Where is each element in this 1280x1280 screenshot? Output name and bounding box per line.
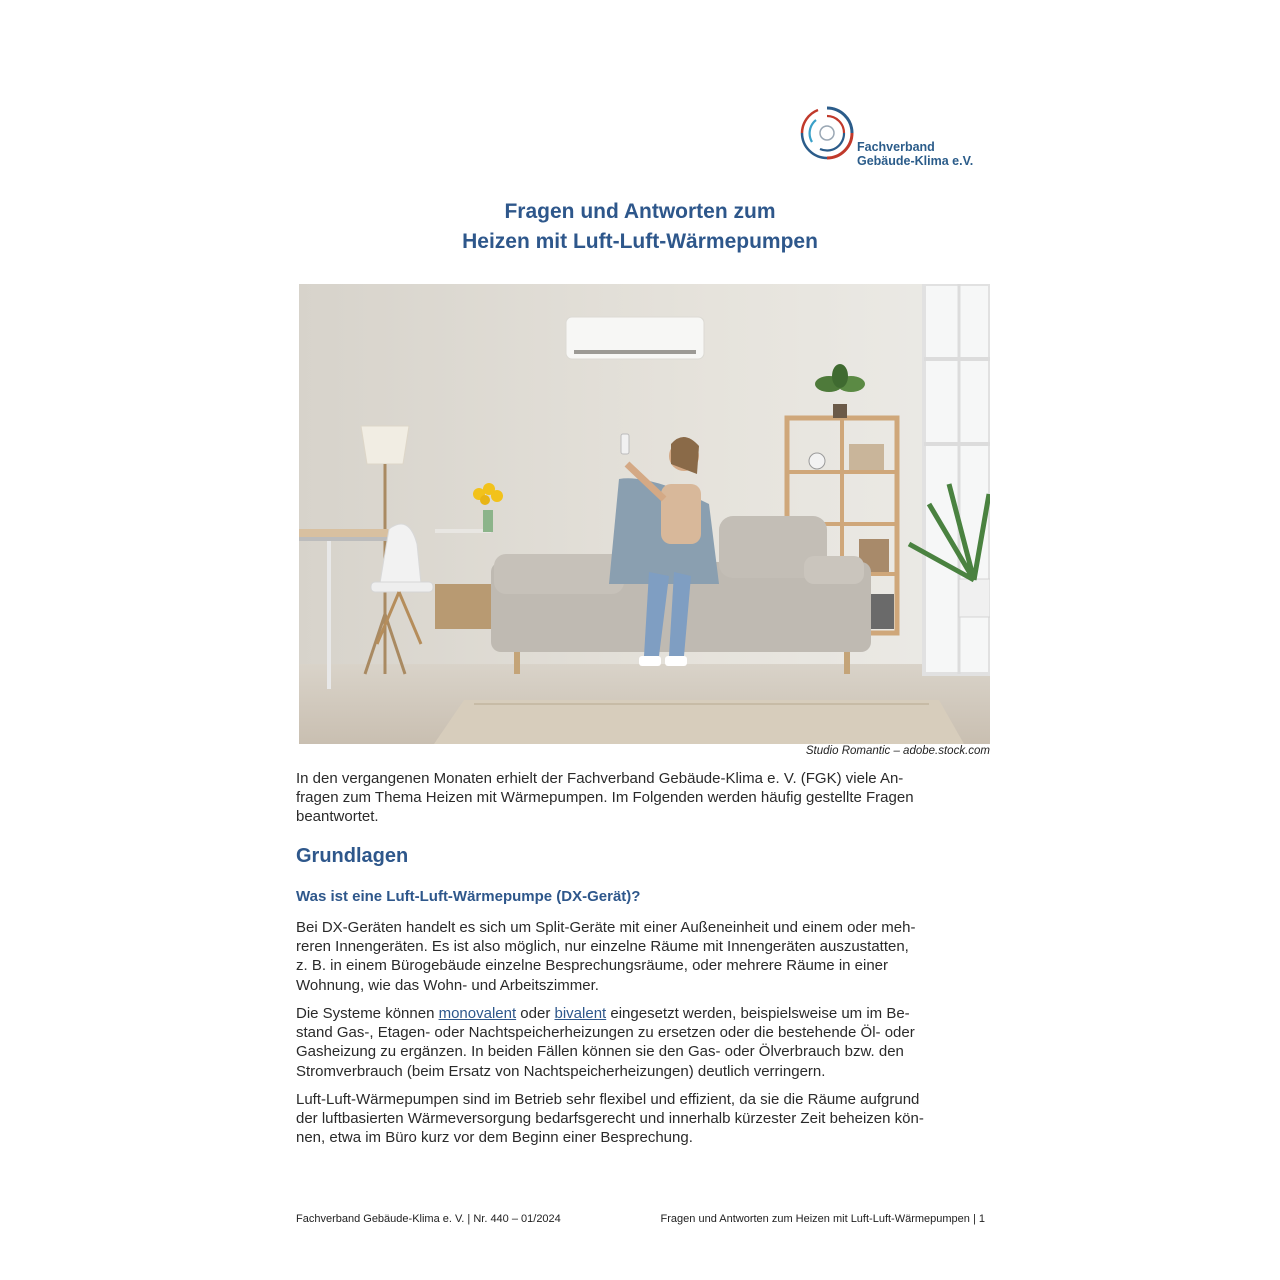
paragraph-efficiency — [296, 1090, 996, 1148]
bivalent-link[interactable]: bivalent — [554, 1005, 607, 1022]
paragraph-systems — [296, 1004, 996, 1081]
intro-line-3: beantwortet. — [296, 808, 379, 826]
section-heading: Grundlagen — [296, 845, 409, 867]
para2-line-2: stand Gas-, Etagen- oder Nachtspeicherheizungen zu ersetzen oder die bestehende Öl- oder — [296, 1024, 915, 1042]
intro-line-1: In den vergangenen Monaten erhielt der Fachverband Gebäude-Klima e. V. (FGK) viele An- — [296, 770, 904, 787]
para2-line-4: Stromverbrauch (beim Ersatz von Nachtspeicherheizungen) deutlich verringern. — [296, 1062, 826, 1080]
para3-line-2: der luftbasierten Wärmeversorgung bedarfsgerecht und innerhalb kürzester Zeit beheizen kön- — [296, 1110, 924, 1128]
photo-caption: Studio Romantic – adobe.stock.com — [805, 745, 990, 757]
para2-text-b: oder — [516, 1005, 555, 1022]
para3-line-3: nen, etwa im Büro kurz vor dem Beginn einer Besprechung. — [296, 1129, 693, 1147]
para3-line-1: Luft-Luft-Wärmepumpen sind im Betrieb sehr flexibel und effizient, da sie die Räume aufgrund — [296, 1091, 920, 1108]
para1-line-1: Bei DX-Geräten handelt es sich um Split-Geräte mit einer Außeneinheit und einem oder meh- — [296, 919, 916, 936]
title-line-1: Fragen und Antworten zum — [504, 200, 776, 223]
para2-text-c: eingesetzt werden, beispielsweise um im Be- — [606, 1005, 910, 1022]
logo-line-2: Gebäude-Klima e.V. — [857, 154, 974, 168]
para2-line-1 — [296, 1004, 996, 1023]
title-line-2: Heizen mit Luft-Luft-Wärmepumpen — [462, 230, 818, 253]
footer-page-title: Fragen und Antworten zum Heizen mit Luft-Luft-Wärmepumpen | 1 — [660, 1213, 985, 1225]
living-room-photo — [299, 284, 990, 744]
document-title — [300, 197, 980, 257]
question-heading: Was ist eine Luft-Luft-Wärmepumpe (DX-Gerät)? — [296, 888, 641, 905]
logo-rings-icon — [798, 104, 856, 162]
logo-line-1: Fachverband — [857, 140, 935, 154]
intro-paragraph — [296, 769, 996, 827]
para1-line-3: z. B. in einem Bürogebäude einzelne Besprechungsräume, oder mehrere Räume in einer — [296, 957, 889, 975]
fgk-logo — [798, 104, 998, 174]
para2-text-a: Die Systeme können — [296, 1005, 439, 1022]
para2-line-3: Gasheizung zu ergänzen. In beiden Fällen können sie den Gas- oder Ölverbrauch bzw. den — [296, 1043, 904, 1061]
footer-publisher: Fachverband Gebäude-Klima e. V. | Nr. 440 – 01/2024 — [296, 1213, 561, 1225]
para1-line-2: reren Innengeräten. Es ist also möglich, nur einzelne Räume mit Innengeräten auszustatten, — [296, 938, 909, 956]
intro-line-2: fragen zum Thema Heizen mit Wärmepumpen. Im Folgenden werden häufig gestellte Fragen — [296, 789, 914, 807]
para1-line-4: Wohnung, wie das Wohn- und Arbeitszimmer. — [296, 976, 599, 994]
paragraph-dx-devices — [296, 918, 996, 995]
monovalent-link[interactable]: monovalent — [438, 1005, 517, 1022]
woman-sofa-ac-illustration — [299, 284, 990, 744]
